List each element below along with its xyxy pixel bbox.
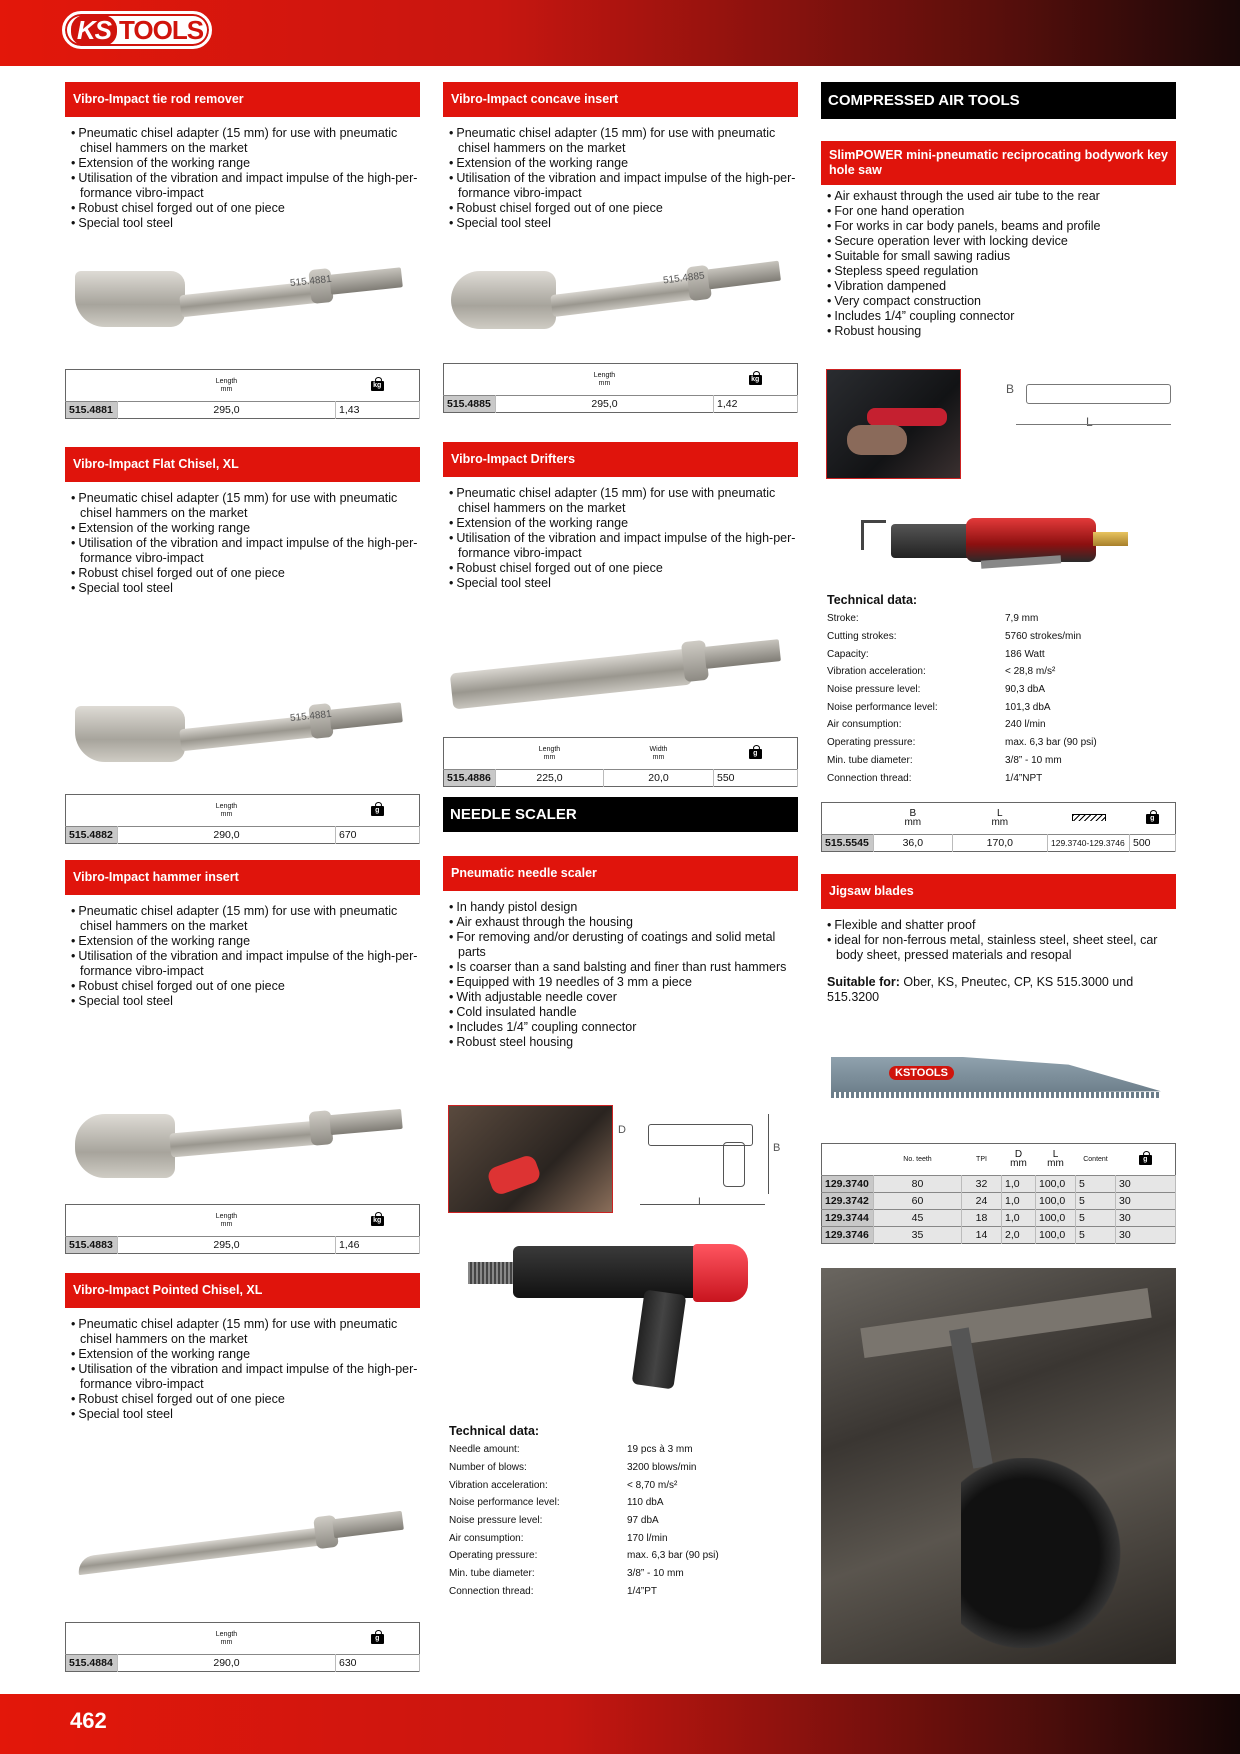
table-row: 515.4886 225,0 20,0 550	[444, 770, 798, 787]
tech-row: Stroke: 7,9 mm	[827, 613, 1039, 625]
feature-list: • Pneumatic chisel adapter (15 mm) for use with pneumatic chisel hammers on the market • Extension of the working range • Utilisation of the vibration and impact impulse of the high-per- formance vibro-impact • Robust chisel forged out of one piece • Special tool steel	[65, 126, 420, 231]
table-row: 129.3744 45 18 1,0 100,0 5 30	[822, 1210, 1176, 1227]
tech-row: Air consumption: 170 l/min	[449, 1532, 668, 1544]
table-row: 515.5545 36,0 170,0 129.3740-129.3746 500	[822, 835, 1176, 852]
weight-icon: g	[371, 802, 384, 816]
product-title: SlimPOWER mini-pneumatic reciprocating bodywork key hole saw	[821, 141, 1176, 185]
product-title: Vibro-Impact tie rod remover	[65, 82, 420, 117]
feature-list	[821, 918, 1176, 963]
product-keyhole-saw	[821, 141, 1176, 339]
product-title: Jigsaw blades	[821, 874, 1176, 909]
feature-list: • Pneumatic chisel adapter (15 mm) for use with pneumatic chisel hammers on the market • Extension of the working range • Utilisation of the vibration and impact impulse of the high-per- formance vibro-impact • Robust chisel forged out of one piece • Special tool steel	[65, 1317, 420, 1422]
saw-blade-icon	[1072, 814, 1106, 821]
feature-list	[821, 189, 1176, 339]
product-table: Length mm g 515.4882 290,0 670	[65, 794, 420, 844]
top-banner	[0, 0, 1240, 66]
product-table: Length mm Width mm g 515.4886 225,0 20,0 550	[443, 737, 798, 787]
tech-row: Vibration acceleration: < 8,70 m/s²	[449, 1479, 678, 1491]
list-item: • Robust housing	[827, 324, 1176, 339]
list-item: • Robust steel housing	[449, 1035, 798, 1050]
product-title: Pneumatic needle scaler	[443, 856, 798, 891]
product-title: Vibro-Impact hammer insert	[65, 860, 420, 895]
chisel-image	[65, 1009, 420, 1199]
tech-row: Capacity: 186 Watt	[827, 648, 1045, 660]
table-row: 129.3740 80 32 1,0 100,0 5 30	[822, 1176, 1176, 1193]
list-item: • In handy pistol design	[449, 900, 798, 915]
list-item: • Is coarser than a sand balsting and finer than rust hammers	[449, 960, 798, 975]
stamp-label: 515.4881	[289, 273, 333, 290]
tech-row: Operating pressure: max. 6,3 bar (90 psi)	[449, 1550, 719, 1562]
table-row: 515.4884 290,0 630	[66, 1655, 420, 1672]
list-item: • Equipped with 19 needles of 3 mm a piece	[449, 975, 798, 990]
weight-icon: g	[1146, 810, 1159, 824]
chisel-image	[65, 1422, 420, 1612]
tech-row: Min. tube diameter: 3/8” - 10 mm	[449, 1568, 684, 1580]
list-item: • Stepless speed regulation	[827, 264, 1176, 279]
dim-b-label: B	[1006, 382, 1015, 396]
tech-row: Vibration acceleration: < 28,8 m/s²	[827, 666, 1056, 678]
list-item: • Includes 1/4” coupling connector	[827, 309, 1176, 324]
tech-row: Noise pressure level: 90,3 dbA	[827, 684, 1046, 696]
table-row: 515.4882 290,0 670	[66, 827, 420, 844]
section-heading: COMPRESSED AIR TOOLS	[821, 82, 1176, 119]
weight-icon: kg	[371, 377, 384, 391]
list-item: • For one hand operation	[827, 204, 1176, 219]
list-item: • Very compact construction	[827, 294, 1176, 309]
chisel-image	[443, 231, 798, 359]
column-1	[65, 82, 420, 1669]
jigsaw-blade-image	[831, 1052, 1171, 1102]
table-row: 515.4885 295,0 1,42	[444, 396, 798, 413]
weight-icon: g	[1139, 1151, 1152, 1165]
suitable-for-text: Suitable for: Ober, KS, Pneutec, CP, KS 515.3000 und 515.3200	[827, 975, 1134, 1004]
table-row: 515.4881 295,0 1,43	[66, 402, 420, 419]
column-2	[443, 82, 798, 1597]
product-concave-insert	[443, 82, 798, 413]
weight-icon: g	[371, 1630, 384, 1644]
list-item: • Secure operation lever with locking device	[827, 234, 1176, 249]
table-row: 515.4883 295,0 1,46	[66, 1237, 420, 1254]
chisel-image	[65, 231, 420, 359]
stamp-label: 515.4885	[662, 270, 706, 287]
feature-list	[443, 900, 798, 1050]
feature-list: • Pneumatic chisel adapter (15 mm) for use with pneumatic chisel hammers on the market • Extension of the working range • Utilisation of the vibration and impact impulse of the high-per- formance vibro-impact • Robust chisel forged out of one piece • Special tool steel	[443, 126, 798, 231]
tech-row: Needle amount: 19 pcs à 3 mm	[449, 1444, 693, 1456]
needle-scaler-dimension-drawing	[618, 1112, 793, 1212]
weight-icon: kg	[749, 371, 762, 385]
table-row: 129.3742 60 24 1,0 100,0 5 30	[822, 1193, 1176, 1210]
section-heading: NEEDLE SCALER	[443, 797, 798, 832]
list-item: • Includes 1/4” coupling connector	[449, 1020, 798, 1035]
product-title: Vibro-Impact Flat Chisel, XL	[65, 447, 420, 482]
product-table: Length mm kg 515.4885 295,0 1,42	[443, 363, 798, 413]
chisel-image	[65, 596, 420, 786]
tech-row: Connection thread: 1/4”PT	[449, 1585, 658, 1597]
needle-tech-data: Technical data: Needle amount: 19 pcs à 3 mm Number of blows: 3200 blows/min Vibration acceleration: < 8,70 m/s² Noise performance level: 110 dbA Noise pressure level: 97 dbA Air consumption: 170 l/min Operating pressure: max. 6,3 bar (90 psi) Min. tube diameter: 3/8” - 10 mm Connection thread: 1/4”PT	[449, 1424, 794, 1600]
feature-list: • Pneumatic chisel adapter (15 mm) for use with pneumatic chisel hammers on the market • Extension of the working range • Utilisation of the vibration and impact impulse of the high-per- formance vibro-impact • Robust chisel forged out of one piece • Special tool steel	[443, 486, 798, 591]
needle-scaler-product-photo	[458, 1232, 758, 1402]
product-flat-chisel	[65, 447, 420, 844]
product-drifters	[443, 442, 798, 787]
tech-row: Min. tube diameter: 3/8” - 10 mm	[827, 754, 1062, 766]
list-item: • Suitable for small sawing radius	[827, 249, 1176, 264]
product-title: Vibro-Impact concave insert	[443, 82, 798, 117]
blade-logo: KSTOOLS	[889, 1066, 954, 1080]
list-item: • Flexible and shatter proof	[827, 918, 1176, 933]
table-row: 129.3746 35 14 2,0 100,0 5 30	[822, 1227, 1176, 1244]
list-item: • Cold insulated handle	[449, 1005, 798, 1020]
dim-b-label: B	[773, 1142, 781, 1154]
saw-tech-data: Technical data: Stroke: 7,9 mm Cutting strokes: 5760 strokes/min Capacity: 186 Watt Vibration acceleration: < 28,8 m/s² Noise pressure level: 90,3 dbA Noise performance level: 101,3 dbA Air consumption: 240 l/min Operating pressure: max. 6,3 bar (90 psi) Min. tube diameter: 3/8” - 10 mm Connection thread: 1/4”NPT	[827, 593, 1172, 787]
dim-d-label: D	[618, 1124, 626, 1136]
tech-row: Connection thread: 1/4”NPT	[827, 772, 1043, 784]
list-item: • Vibration dampened	[827, 279, 1176, 294]
list-item: • Air exhaust through the housing	[449, 915, 798, 930]
list-item: • For removing and/or derusting of coatings and solid metal parts	[449, 930, 798, 960]
product-hammer-insert	[65, 860, 420, 1254]
tech-row: Noise performance level: 101,3 dbA	[827, 701, 1051, 713]
drifter-image	[443, 591, 798, 731]
column-3	[821, 82, 1176, 1241]
weight-icon: g	[749, 745, 762, 759]
dim-l-label: L	[698, 1196, 705, 1208]
needle-scaler-usage-photo	[448, 1105, 613, 1213]
weight-icon: kg	[371, 1212, 384, 1226]
tech-row: Cutting strokes: 5760 strokes/min	[827, 631, 1082, 643]
feature-list: • Pneumatic chisel adapter (15 mm) for use with pneumatic chisel hammers on the market • Extension of the working range • Utilisation of the vibration and impact impulse of the high-per- formance vibro-impact • Robust chisel forged out of one piece • Special tool steel	[65, 904, 420, 1009]
tech-row: Noise pressure level: 97 dbA	[449, 1515, 659, 1527]
list-item: • Air exhaust through the used air tube to the rear	[827, 189, 1176, 204]
product-table: Length mm g 515.4884 290,0 630	[65, 1622, 420, 1672]
product-title: Vibro-Impact Pointed Chisel, XL	[65, 1273, 420, 1308]
jigsaw-usage-photo	[821, 1268, 1176, 1664]
product-table: Length mm kg 515.4881 295,0 1,43	[65, 369, 420, 419]
blades-table: No. teeth TPI D mm L mm Content g 129.3740 80 32 1,0 100,0 5 30 129.3742 60 24 1,0 100,0 5 30 129.3744 45 18 1,0 100,0 5 30 129.3746 35 14 2,0 100,0 5 30	[821, 1143, 1176, 1244]
page-number: 462	[70, 1708, 107, 1733]
tech-row: Noise performance level: 110 dbA	[449, 1497, 664, 1509]
keyhole-saw-product-photo	[861, 502, 1161, 582]
bottom-banner	[0, 1694, 1240, 1754]
tech-row: Air consumption: 240 l/min	[827, 719, 1046, 731]
feature-list: • Pneumatic chisel adapter (15 mm) for use with pneumatic chisel hammers on the market • Extension of the working range • Utilisation of the vibration and impact impulse of the high-per- formance vibro-impact • Robust chisel forged out of one piece • Special tool steel	[65, 491, 420, 596]
dim-l-label: L	[1086, 415, 1093, 429]
keyhole-saw-dimension-drawing	[1006, 372, 1176, 442]
product-pointed-chisel	[65, 1273, 420, 1672]
tech-row: Number of blows: 3200 blows/min	[449, 1462, 697, 1474]
product-needle-scaler	[443, 856, 798, 1050]
product-table: Length mm kg 515.4883 295,0 1,46	[65, 1204, 420, 1254]
product-title: Vibro-Impact Drifters	[443, 442, 798, 477]
ks-tools-logo: KS TOOLS	[62, 11, 212, 49]
list-item: • With adjustable needle cover	[449, 990, 798, 1005]
product-jigsaw-blades	[821, 874, 1176, 1005]
list-item: • For works in car body panels, beams and profile	[827, 219, 1176, 234]
product-table: B mm L mm g 515.5545 36,0 170,0 129.3740-129.3746 500	[821, 802, 1176, 852]
list-item: • ideal for non-ferrous metal, stainless steel, sheet steel, car body sheet, pressed materials and resopal	[827, 933, 1176, 963]
stamp-label: 515.4881	[289, 708, 333, 725]
tech-row: Operating pressure: max. 6,3 bar (90 psi)	[827, 737, 1097, 749]
product-tie-rod-remover	[65, 82, 420, 422]
keyhole-saw-usage-photo	[826, 369, 961, 479]
